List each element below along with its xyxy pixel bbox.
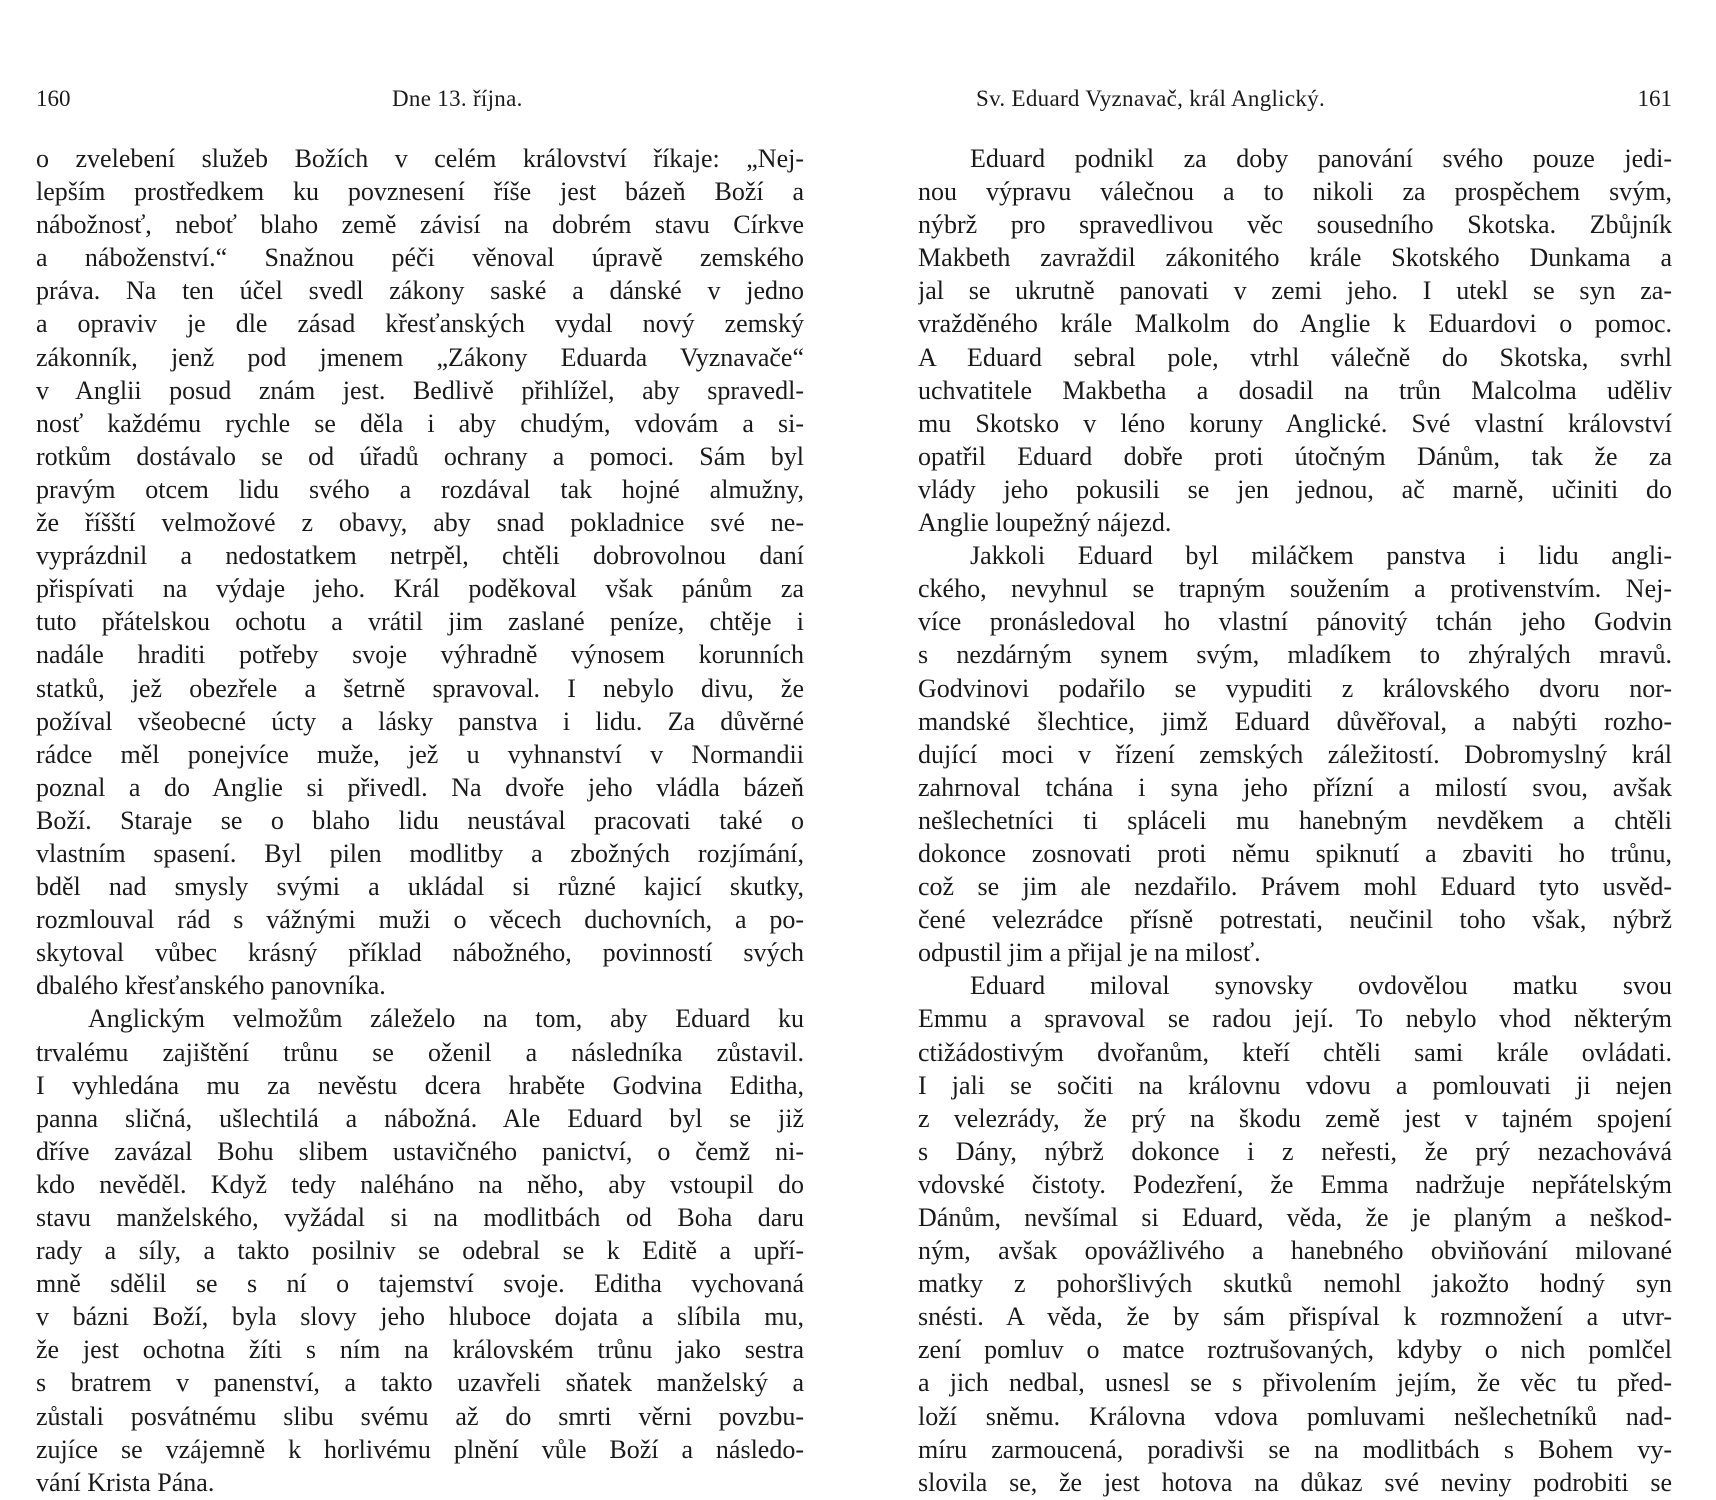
text-line: nábožnosť, neboť blaho země závisí na dobrém stavu Církve	[36, 210, 804, 240]
text-line: zůstali posvátnému slibu svému až do smrti věrni povzbu-	[36, 1401, 804, 1431]
text-line: vání Krista Pána.	[36, 1467, 215, 1497]
text-line: požíval všeobecné úcty a lásky panstva i lidu. Za důvěrné	[36, 706, 804, 736]
text-line: Anglickým velmožům záleželo na tom, aby Eduard ku	[88, 1004, 804, 1034]
text-line: vyprázdnil a nedostatkem netrpěl, chtěli dobrovolnou daní	[36, 541, 804, 571]
text-line: Dánům, nevšímal si Eduard, věda, že je planým a neškod-	[918, 1203, 1672, 1232]
right-page-text	[918, 142, 1672, 1499]
text-line: nadále hraditi potřeby svoje výhradně výnosem korunních	[36, 640, 804, 670]
text-line: snésti. A věda, že by sám přispíval k rozmnožení a utvr-	[918, 1302, 1672, 1332]
text-line: dříve zavázal Bohu slibem ustavičného panictví, o čemž ni-	[36, 1136, 804, 1166]
text-line: nešlechetníci ti spláceli mu hanebným nevděkem a chtěli	[918, 805, 1672, 835]
text-line: nosť každému rychle se děla i aby chudým, vdovám a si-	[36, 408, 804, 438]
text-line: poznal a do Anglie si přivedl. Na dvoře jeho vládla bázeň	[36, 772, 804, 802]
text-line: Godvinovi podařilo se vypuditi z královského dvoru nor-	[918, 673, 1672, 703]
text-line: uchvatitele Makbetha a dosadil na trůn Malcolma uděliv	[918, 375, 1672, 405]
text-line: což se jim ale nezdařilo. Právem mohl Eduard tyto usvěd-	[918, 872, 1672, 902]
text-line: přispívati na výdaje jeho. Král poděkoval však pánům za	[36, 574, 804, 604]
text-line: zákonník, jenž pod jmenem „Zákony Eduarda Vyznavače“	[36, 342, 804, 372]
text-line: zení pomluv o matce roztrušovaných, kdyby o nich pomlčel	[918, 1335, 1672, 1365]
text-line: statků, jež obezřele a šetrně spravoval. I nebylo divu, že	[36, 673, 804, 703]
text-line: vlastním spasení. Byl pilen modlitby a zbožných rozjímání,	[36, 838, 804, 868]
text-line: matky z pohoršlivých skutků nemohl jakožto hodný syn	[918, 1269, 1672, 1299]
text-line: zahrnoval tchána i syna jeho přízní a milostí svou, avšak	[918, 772, 1672, 802]
left-page-text	[36, 142, 804, 1499]
text-line: odpustil jim a přijal je na milosť.	[918, 938, 1261, 968]
text-line: a jich nedbal, usnesl se s přivolením jejím, že věc tu před-	[918, 1368, 1672, 1398]
text-line: v bázni Boží, byla slovy jeho hluboce dojata a slíbila mu,	[36, 1302, 804, 1332]
running-title-left: Dne 13. října.	[392, 86, 523, 111]
text-line: mu Skotsko v léno koruny Anglické. Své vlastní království	[918, 408, 1672, 438]
text-line: vlády jeho pokusili se jen jednou, ač marně, učiniti do	[918, 474, 1672, 504]
text-line: Eduard miloval synovsky ovdovělou matku svou	[970, 971, 1672, 1001]
text-line: mandské šlechtice, jimž Eduard důvěřoval, a nabýti rozho-	[918, 706, 1672, 736]
text-line: více pronásledoval ho vlastní pánovitý tchán jeho Godvin	[918, 607, 1672, 637]
text-line: Jakkoli Eduard byl miláčkem panstva i lidu angli-	[970, 541, 1672, 571]
text-line: čené velezrádce přísně potrestati, neučinil toho však, nýbrž	[918, 905, 1672, 935]
text-line: Anglie loupežný nájezd.	[918, 508, 1172, 538]
text-line: rady a síly, a takto posilniv se odebral se k Editě a upří-	[36, 1236, 804, 1266]
text-line: skytoval vůbec krásný příklad nábožného, povinností svých	[36, 938, 804, 968]
text-line: že říšští velmožové z obavy, aby snad pokladnice své ne-	[36, 508, 804, 538]
text-line: nýbrž pro spravedlivou věc sousedního Skotska. Zbůjník	[918, 210, 1672, 240]
text-line: vdovské čistoty. Podezření, že Emma nadržuje nepřátelským	[918, 1169, 1672, 1199]
text-line: v Anglii posud znám jest. Bedlivě přihlížel, aby spravedl-	[36, 375, 804, 405]
text-line: nou výpravu válečnou a to nikoli za prospěchem svým,	[918, 177, 1672, 207]
text-line: ctižádostivým dvořanům, kteří chtěli sami krále ovládati.	[918, 1037, 1672, 1067]
text-line: Emmu a spravoval se radou její. To nebylo vhod některým	[918, 1004, 1672, 1034]
text-line: o zvelebení služeb Božích v celém království říkaje: „Nej-	[36, 144, 804, 173]
left-page	[36, 0, 804, 1500]
text-line: míru zarmoucená, poradivši se na modlitbách s Bohem vy-	[918, 1434, 1672, 1464]
text-line: I jali se sočiti na královnu vdovu a pomlouvati ji nejen	[918, 1070, 1672, 1100]
running-head-left	[36, 86, 804, 118]
text-line: kdo nevěděl. Když tedy naléháno na něho, aby vstoupil do	[36, 1169, 804, 1199]
text-line: a opraviv je dle zásad křesťanských vydal nový zemský	[36, 309, 804, 339]
right-page	[918, 0, 1672, 1500]
text-line: rozmlouval rád s vážnými muži o věcech duchovních, a po-	[36, 905, 804, 935]
text-line: lepším prostředkem ku povznesení říše jest bázeň Boží a	[36, 177, 804, 207]
text-line: a náboženství.“ Snažnou péči věnoval úpravě zemského	[36, 243, 804, 273]
text-line: že jest ochotna žíti s ním na královském trůnu jako sestra	[36, 1335, 804, 1365]
text-line: rotkům dostávalo se od úřadů ochrany a pomoci. Sám byl	[36, 441, 804, 471]
text-line: panna sličná, ušlechtilá a nábožná. Ale Eduard byl se již	[36, 1103, 804, 1133]
text-line: s nezdárným synem svým, mladíkem to zhýralých mravů.	[918, 640, 1672, 670]
text-line: tuto přátelskou ochotu a vrátil jim zaslané peníze, chtěje i	[36, 607, 804, 637]
text-line: Makbeth zavraždil zákonitého krále Skotského Dunkama a	[918, 243, 1672, 273]
text-line: zujíce se vzájemně k horlivému plnění vůle Boží a následo-	[36, 1434, 804, 1464]
text-line: mně sdělil se s ní o tajemství svoje. Editha vychovaná	[36, 1269, 804, 1299]
text-line: Eduard podnikl za doby panování svého pouze jedi-	[970, 144, 1672, 173]
text-line: práva. Na ten účel svedl zákony saské a dánské v jedno	[36, 276, 804, 306]
text-line: ným, avšak opovážlivého a hanebného obviňování milované	[918, 1236, 1672, 1266]
text-line: bděl nad smysly svými a ukládal si různé kajicí skutky,	[36, 872, 804, 902]
text-line: slovila se, že jest hotova na důkaz své neviny podrobiti se	[918, 1467, 1672, 1497]
text-line: jal se ukrutně panovati v zemi jeho. I utekl se syn za-	[918, 276, 1672, 306]
text-line: rádce měl ponejvíce muže, jež u vyhnanství v Normandii	[36, 739, 804, 769]
text-line: pravým otcem lidu svého a rozdával tak hojné almužny,	[36, 474, 804, 504]
running-head-right	[918, 86, 1672, 118]
page-number-left: 160	[36, 86, 71, 111]
text-line: s Dány, nýbrž dokonce i z neřesti, že prý nezachovává	[918, 1136, 1672, 1166]
text-line: dokonce zosnovati proti němu spiknutí a zbaviti ho trůnu,	[918, 838, 1672, 868]
text-line: Boží. Staraje se o blaho lidu neustával pracovati také o	[36, 805, 804, 835]
text-line: ckého, nevyhnul se trapným soužením a protivenstvím. Nej-	[918, 574, 1672, 604]
text-line: loží sněmu. Královna vdova pomluvami nešlechetníků nad-	[918, 1401, 1672, 1431]
text-line: z velezrády, že prý na škodu země jest v tajném spojení	[918, 1103, 1672, 1133]
text-line: trvalému zajištění trůnu se oženil a následníka zůstavil.	[36, 1037, 804, 1067]
text-line: vražděného krále Malkolm do Anglie k Eduardovi o pomoc.	[918, 309, 1672, 339]
page-number-right: 161	[1637, 86, 1672, 111]
text-line: s bratrem v panenství, a takto uzavřeli sňatek manželský a	[36, 1368, 804, 1398]
text-line: dující moci v řízení zemských záležitostí. Dobromyslný král	[918, 739, 1672, 769]
running-title-right: Sv. Eduard Vyznavač, král Anglický.	[976, 86, 1326, 111]
text-line: dbalého křesťanského panovníka.	[36, 971, 386, 1001]
text-line: stavu manželského, vyžádal si na modlitbách od Boha daru	[36, 1203, 804, 1232]
text-line: A Eduard sebral pole, vtrhl válečně do Skotska, svrhl	[918, 342, 1672, 372]
text-line: I vyhledána mu za nevěstu dcera hraběte Godvina Editha,	[36, 1070, 804, 1100]
text-line: opatřil Eduard dobře proti útočným Dánům, tak že za	[918, 441, 1672, 471]
